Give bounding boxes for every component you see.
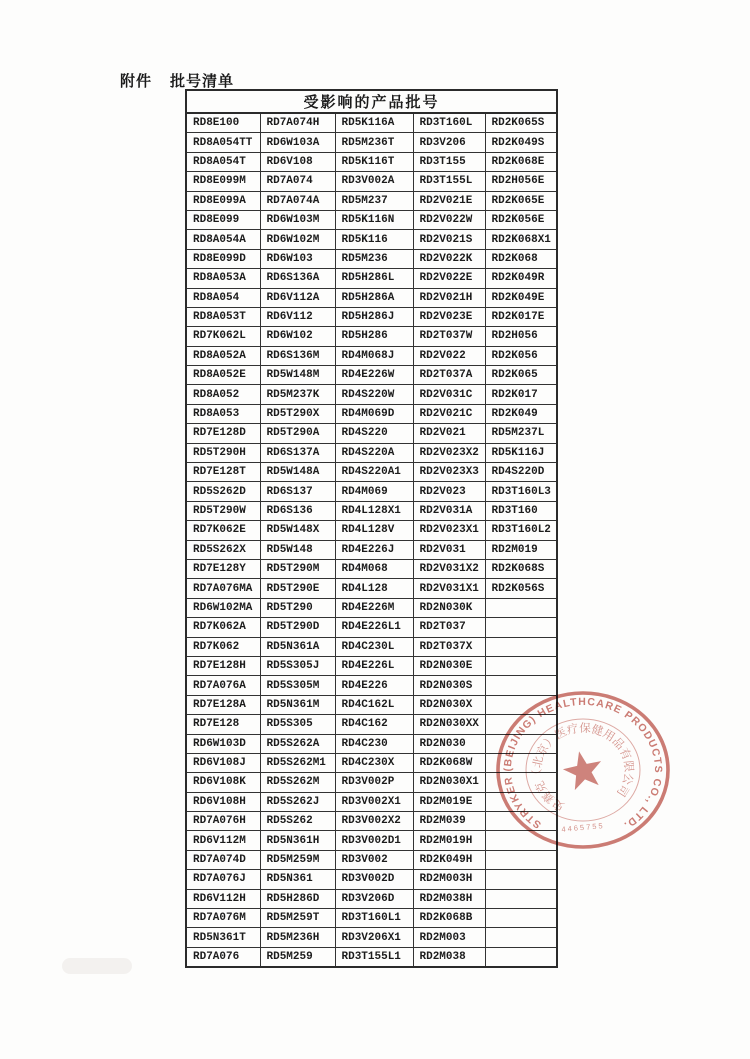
table-row — [186, 676, 557, 695]
table-row — [186, 792, 557, 811]
table-row — [186, 773, 557, 792]
batch-cell: RD2N030S — [413, 676, 485, 695]
table-row — [186, 695, 557, 714]
batch-cell: RD8E099D — [186, 249, 260, 268]
batch-cell: RD5W148X — [260, 521, 335, 540]
batch-cell: RD8A054 — [186, 288, 260, 307]
batch-cell: RD2N030 — [413, 734, 485, 753]
batch-cell: RD2M039 — [413, 812, 485, 831]
batch-cell: RD5T290D — [260, 618, 335, 637]
batch-cell — [485, 792, 557, 811]
batch-cell: RD8A053A — [186, 269, 260, 288]
batch-cell: RD2T037X — [413, 637, 485, 656]
batch-cell — [485, 656, 557, 675]
batch-cell: RD2V023E — [413, 307, 485, 326]
batch-cell: RD3T160L — [413, 113, 485, 133]
batch-cell: RD5M237 — [335, 191, 413, 210]
batch-cell: RD2V031X2 — [413, 559, 485, 578]
batch-cell: RD7A076M — [186, 909, 260, 928]
table-row — [186, 870, 557, 889]
table-row — [186, 656, 557, 675]
table-row — [186, 618, 557, 637]
table-row — [186, 113, 557, 133]
table-row — [186, 889, 557, 908]
batch-cell: RD3T160L3 — [485, 482, 557, 501]
batch-cell: RD2M038H — [413, 889, 485, 908]
batch-cell: RD7E128H — [186, 656, 260, 675]
batch-cell: RD8A054A — [186, 230, 260, 249]
batch-cell: RD2V031A — [413, 501, 485, 520]
batch-cell — [485, 676, 557, 695]
batch-cell: RD6V112A — [260, 288, 335, 307]
batch-cell: RD4M069D — [335, 404, 413, 423]
batch-cell: RD5M236T — [335, 133, 413, 152]
table-row — [186, 191, 557, 210]
batch-cell: RD8A054T — [186, 152, 260, 171]
stamp-ring-text: STRYKER (BEIJING) HEALTHCARE PRODUCTS CO., LTD. — [501, 695, 665, 832]
table-row — [186, 210, 557, 229]
batch-cell: RD5T290M — [260, 559, 335, 578]
batch-cell — [485, 618, 557, 637]
batch-cell: RD5K116A — [335, 113, 413, 133]
batch-cell: RD8E099A — [186, 191, 260, 210]
batch-cell — [485, 870, 557, 889]
batch-cell: RD5T290W — [186, 501, 260, 520]
batch-cell: RD6W103D — [186, 734, 260, 753]
batch-cell — [485, 715, 557, 734]
batch-cell: RD7A076 — [186, 947, 260, 967]
batch-cell: RD2K056E — [485, 210, 557, 229]
batch-cell: RD5H286A — [335, 288, 413, 307]
batch-cell: RD2K065 — [485, 366, 557, 385]
batch-cell: RD2M038 — [413, 947, 485, 967]
batch-cell: RD2V021S — [413, 230, 485, 249]
batch-cell: RD7A076MA — [186, 579, 260, 598]
batch-cell: RD4E226W — [335, 366, 413, 385]
batch-cell: RD5S262 — [260, 812, 335, 831]
attachment-title — [120, 70, 234, 91]
batch-cell: RD7A074 — [260, 172, 335, 191]
batch-cell: RD2V021C — [413, 404, 485, 423]
page-title: 批号清单 — [170, 72, 235, 90]
batch-cell: RD5S262M1 — [260, 753, 335, 772]
batch-cell: RD5M237K — [260, 385, 335, 404]
batch-cell: RD7E128Y — [186, 559, 260, 578]
batch-cell: RD8A053 — [186, 404, 260, 423]
batch-cell: RD6W103M — [260, 210, 335, 229]
batch-cell: RD4L128V — [335, 521, 413, 540]
batch-cell — [485, 695, 557, 714]
batch-cell: RD6V108 — [260, 152, 335, 171]
table-row — [186, 327, 557, 346]
batch-cell: RD5S305M — [260, 676, 335, 695]
stamp-star-icon — [560, 747, 606, 791]
batch-cell — [485, 850, 557, 869]
batch-cell: RD2V031 — [413, 540, 485, 559]
batch-cell: RD7K062A — [186, 618, 260, 637]
batch-cell: RD5T290 — [260, 598, 335, 617]
batch-cell: RD3T155 — [413, 152, 485, 171]
batch-cell: RD5S262A — [260, 734, 335, 753]
batch-cell: RD2K068 — [485, 249, 557, 268]
table-row — [186, 463, 557, 482]
batch-cell: RD6W102M — [260, 230, 335, 249]
batch-cell: RD4S220D — [485, 463, 557, 482]
batch-cell: RD5M236H — [260, 928, 335, 947]
table-row — [186, 366, 557, 385]
batch-cell: RD2T037A — [413, 366, 485, 385]
batch-cell: RD5K116N — [335, 210, 413, 229]
batch-cell: RD2T037W — [413, 327, 485, 346]
batch-cell: RD2K068E — [485, 152, 557, 171]
batch-cell: RD4C162L — [335, 695, 413, 714]
batch-cell: RD8A054TT — [186, 133, 260, 152]
batch-cell: RD3V002X1 — [335, 792, 413, 811]
batch-cell: RD5T290E — [260, 579, 335, 598]
table-header-row — [186, 90, 557, 113]
batch-cell — [485, 812, 557, 831]
batch-cell: RD4C230L — [335, 637, 413, 656]
table-row — [186, 230, 557, 249]
table-row — [186, 637, 557, 656]
batch-cell: RD5M259T — [260, 909, 335, 928]
batch-cell: RD2K017E — [485, 307, 557, 326]
batch-cell: RD2K017 — [485, 385, 557, 404]
batch-cell: RD2V023X3 — [413, 463, 485, 482]
batch-cell: RD4M068 — [335, 559, 413, 578]
batch-cell: RD7A074A — [260, 191, 335, 210]
batch-cell: RD8E100 — [186, 113, 260, 133]
batch-cell: RD3V206D — [335, 889, 413, 908]
batch-cell: RD5M259 — [260, 947, 335, 967]
batch-cell: RD4S220A1 — [335, 463, 413, 482]
batch-cell: RD3V206 — [413, 133, 485, 152]
batch-cell: RD5H286J — [335, 307, 413, 326]
table-row — [186, 269, 557, 288]
batch-cell: RD3T155L1 — [335, 947, 413, 967]
batch-cell: RD2N030XX — [413, 715, 485, 734]
batch-cell: RD2K068W — [413, 753, 485, 772]
batch-cell: RD3V002X2 — [335, 812, 413, 831]
batch-cell: RD4S220 — [335, 424, 413, 443]
table-header: 受影响的产品批号 — [186, 90, 557, 113]
batch-cell: RD7A074D — [186, 850, 260, 869]
batch-cell: RD7A076A — [186, 676, 260, 695]
batch-cell: RD7E128T — [186, 463, 260, 482]
batch-cell — [485, 753, 557, 772]
batch-cell: RD2K068B — [413, 909, 485, 928]
batch-cell: RD2K049S — [485, 133, 557, 152]
batch-cell: RD4E226 — [335, 676, 413, 695]
table-row — [186, 307, 557, 326]
batch-cell: RD7E128 — [186, 715, 260, 734]
batch-cell: RD2N030K — [413, 598, 485, 617]
batch-cell: RD3V002 — [335, 850, 413, 869]
batch-cell: RD6S136M — [260, 346, 335, 365]
batch-cell: RD2N030E — [413, 656, 485, 675]
batch-cell — [485, 831, 557, 850]
batch-cell: RD6W103A — [260, 133, 335, 152]
batch-cell: RD3V206X1 — [335, 928, 413, 947]
batch-cell: RD2V031C — [413, 385, 485, 404]
batch-cell: RD2M003H — [413, 870, 485, 889]
batch-cell: RD6V108H — [186, 792, 260, 811]
batch-cell: RD2H056 — [485, 327, 557, 346]
batch-cell: RD5M237L — [485, 424, 557, 443]
batch-cell: RD2K049E — [485, 288, 557, 307]
table-row — [186, 521, 557, 540]
batch-cell: RD5S262X — [186, 540, 260, 559]
batch-cell: RD7K062L — [186, 327, 260, 346]
table-row — [186, 598, 557, 617]
batch-cell: RD2K068S — [485, 559, 557, 578]
batch-cell: RD2K049 — [485, 404, 557, 423]
table-row — [186, 249, 557, 268]
stamp-center-text: 史赛克（北京）医疗保健用品有限公司 — [529, 720, 637, 815]
table-row — [186, 579, 557, 598]
batch-cell: RD2K068X1 — [485, 230, 557, 249]
batch-cell: RD6S136A — [260, 269, 335, 288]
batch-cell: RD5W148A — [260, 463, 335, 482]
batch-cell: RD6S137 — [260, 482, 335, 501]
batch-cell: RD2K056 — [485, 346, 557, 365]
batch-cell: RD5N361A — [260, 637, 335, 656]
table-row — [186, 831, 557, 850]
batch-cell: RD8A052E — [186, 366, 260, 385]
batch-cell: RD7A076H — [186, 812, 260, 831]
batch-cell: RD5H286D — [260, 889, 335, 908]
batch-cell: RD7E128D — [186, 424, 260, 443]
batch-cell: RD2V031X1 — [413, 579, 485, 598]
batch-cell: RD5K116J — [485, 443, 557, 462]
batch-cell: RD5T290H — [186, 443, 260, 462]
batch-cell: RD3T160L2 — [485, 521, 557, 540]
batch-cell: RD2N030X — [413, 695, 485, 714]
table-row — [186, 404, 557, 423]
batch-cell: RD5H286L — [335, 269, 413, 288]
batch-cell — [485, 889, 557, 908]
table-row — [186, 133, 557, 152]
batch-cell: RD2M019 — [485, 540, 557, 559]
batch-cell — [485, 928, 557, 947]
table-row — [186, 288, 557, 307]
batch-cell: RD5W148 — [260, 540, 335, 559]
batch-cell: RD6V108J — [186, 753, 260, 772]
batch-cell: RD2K065S — [485, 113, 557, 133]
batch-cell: RD2V022K — [413, 249, 485, 268]
batch-cell: RD5K116 — [335, 230, 413, 249]
batch-cell — [485, 947, 557, 967]
batch-cell: RD2V022E — [413, 269, 485, 288]
batch-cell: RD6V108K — [186, 773, 260, 792]
batch-cell: RD2K065E — [485, 191, 557, 210]
batch-cell: RD2V022W — [413, 210, 485, 229]
batch-cell: RD5M259M — [260, 850, 335, 869]
table-row — [186, 346, 557, 365]
table-row — [186, 540, 557, 559]
batch-cell: RD4L128X1 — [335, 501, 413, 520]
stamp-number: 4465755 — [561, 821, 605, 834]
batch-cell — [485, 598, 557, 617]
batch-cell: RD6V112M — [186, 831, 260, 850]
batch-cell: RD2M003 — [413, 928, 485, 947]
batch-cell: RD5N361 — [260, 870, 335, 889]
table-row — [186, 909, 557, 928]
batch-cell: RD7K062 — [186, 637, 260, 656]
batch-cell: RD5W148M — [260, 366, 335, 385]
batch-cell: RD3V002D1 — [335, 831, 413, 850]
table-row — [186, 928, 557, 947]
batch-cell: RD2V021E — [413, 191, 485, 210]
batch-cell: RD4E226L1 — [335, 618, 413, 637]
table-row — [186, 385, 557, 404]
batch-cell: RD6V112H — [186, 889, 260, 908]
batch-cell: RD4S220W — [335, 385, 413, 404]
batch-cell: RD2T037 — [413, 618, 485, 637]
batch-cell: RD8A053T — [186, 307, 260, 326]
batch-cell: RD4E226M — [335, 598, 413, 617]
batch-cell: RD4C162 — [335, 715, 413, 734]
batch-cell: RD4E226L — [335, 656, 413, 675]
table-row — [186, 850, 557, 869]
table-row — [186, 482, 557, 501]
table-row — [186, 501, 557, 520]
batch-cell: RD6W102 — [260, 327, 335, 346]
batch-cell: RD2K056S — [485, 579, 557, 598]
batch-cell: RD2V021H — [413, 288, 485, 307]
batch-cell: RD5S262D — [186, 482, 260, 501]
table-row — [186, 753, 557, 772]
scan-smudge — [62, 958, 132, 974]
batch-cell: RD5S305J — [260, 656, 335, 675]
table-row — [186, 947, 557, 967]
batch-cell: RD6V112 — [260, 307, 335, 326]
table-row — [186, 715, 557, 734]
batch-cell: RD2V022 — [413, 346, 485, 365]
batch-cell: RD5N361H — [260, 831, 335, 850]
batch-cell: RD2V023 — [413, 482, 485, 501]
batch-cell: RD5H286 — [335, 327, 413, 346]
batch-cell: RD8E099 — [186, 210, 260, 229]
batch-cell: RD4M069 — [335, 482, 413, 501]
batch-cell: RD4L128 — [335, 579, 413, 598]
attachment-label: 附件 — [120, 72, 153, 90]
batch-cell: RD8A052A — [186, 346, 260, 365]
batch-cell: RD4C230 — [335, 734, 413, 753]
table-row — [186, 559, 557, 578]
batch-cell: RD5T290X — [260, 404, 335, 423]
batch-cell: RD6W102MA — [186, 598, 260, 617]
batch-cell: RD2M019H — [413, 831, 485, 850]
batch-cell: RD3T160L1 — [335, 909, 413, 928]
batch-cell: RD5S305 — [260, 715, 335, 734]
batch-cell: RD8A052 — [186, 385, 260, 404]
table-row — [186, 424, 557, 443]
batch-cell: RD3V002P — [335, 773, 413, 792]
batch-cell: RD3T160 — [485, 501, 557, 520]
batch-cell: RD6S136 — [260, 501, 335, 520]
batch-cell: RD2V021 — [413, 424, 485, 443]
batch-cell — [485, 773, 557, 792]
batch-cell: RD5S262M — [260, 773, 335, 792]
table-row — [186, 734, 557, 753]
batch-cell: RD5N361T — [186, 928, 260, 947]
batch-cell: RD4S220A — [335, 443, 413, 462]
batch-cell: RD3V002A — [335, 172, 413, 191]
batch-cell: RD5M236 — [335, 249, 413, 268]
batch-cell: RD6W103 — [260, 249, 335, 268]
batch-cell: RD5T290A — [260, 424, 335, 443]
batch-cell: RD6S137A — [260, 443, 335, 462]
batch-cell: RD2V023X1 — [413, 521, 485, 540]
batch-cell: RD4C230X — [335, 753, 413, 772]
table-row — [186, 443, 557, 462]
batch-cell: RD7E128A — [186, 695, 260, 714]
batch-cell: RD4E226J — [335, 540, 413, 559]
table-row — [186, 812, 557, 831]
batch-cell: RD5N361M — [260, 695, 335, 714]
batch-cell — [485, 909, 557, 928]
batch-cell — [485, 637, 557, 656]
batch-cell: RD2V023X2 — [413, 443, 485, 462]
table-row — [186, 172, 557, 191]
batch-cell: RD5S262J — [260, 792, 335, 811]
batch-cell: RD2H056E — [485, 172, 557, 191]
batch-number-table — [185, 89, 558, 968]
batch-cell: RD3T155L — [413, 172, 485, 191]
batch-cell: RD7K062E — [186, 521, 260, 540]
table-row — [186, 152, 557, 171]
batch-cell — [485, 734, 557, 753]
batch-cell: RD8E099M — [186, 172, 260, 191]
batch-cell: RD2M019E — [413, 792, 485, 811]
batch-cell: RD4M068J — [335, 346, 413, 365]
batch-cell: RD7A074H — [260, 113, 335, 133]
batch-cell: RD2N030X1 — [413, 773, 485, 792]
batch-cell: RD3V002D — [335, 870, 413, 889]
batch-cell: RD2K049R — [485, 269, 557, 288]
batch-cell: RD5K116T — [335, 152, 413, 171]
batch-cell: RD7A076J — [186, 870, 260, 889]
batch-cell: RD2K049H — [413, 850, 485, 869]
batch-table-body — [186, 113, 557, 967]
